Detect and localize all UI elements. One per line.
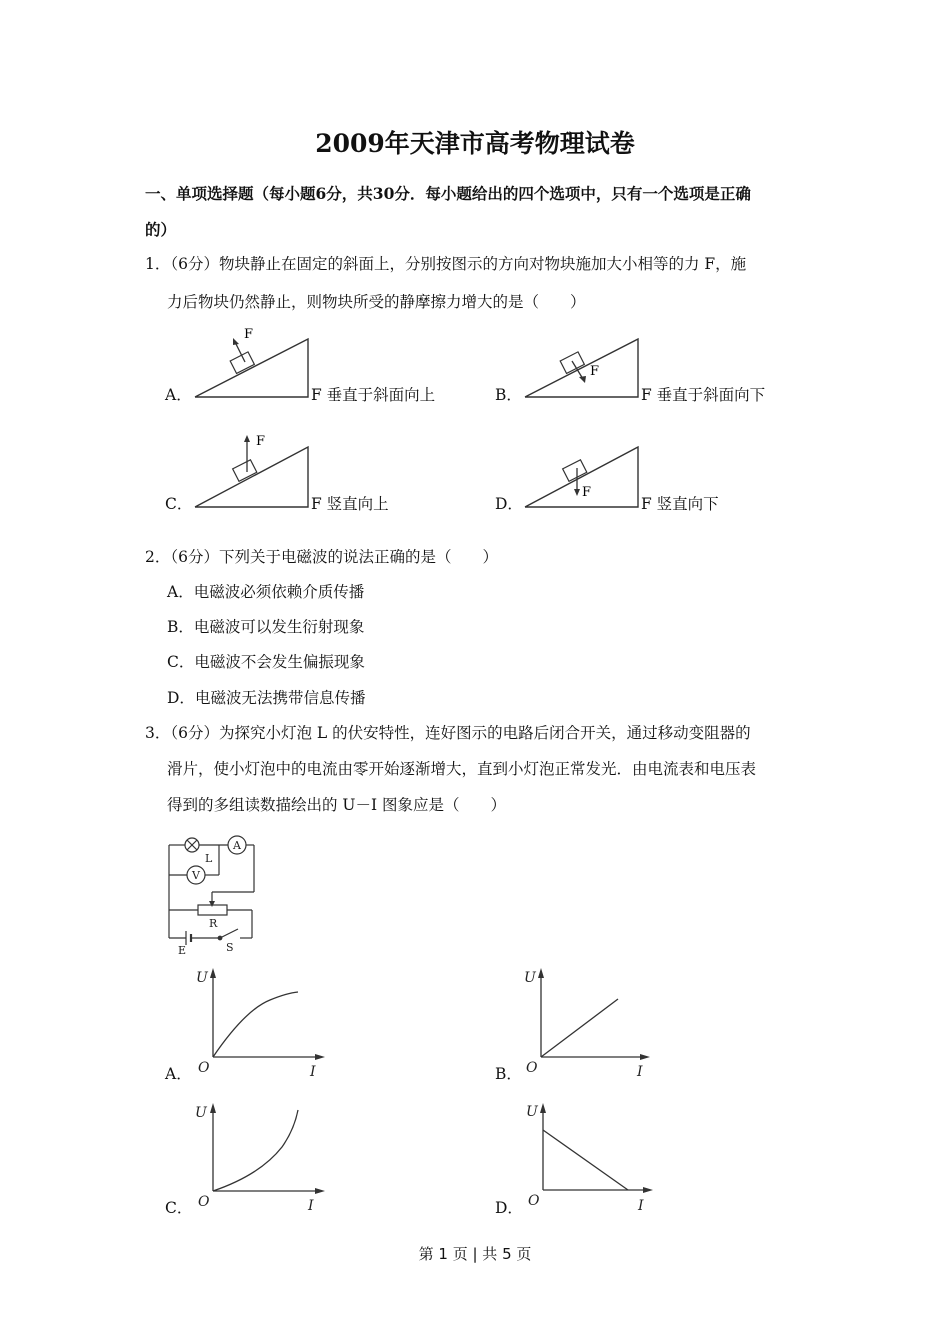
svg-text:S: S xyxy=(226,941,234,954)
svg-text:I: I xyxy=(638,1198,644,1214)
incline-diagram-c xyxy=(190,430,315,510)
question-3-line2: 滑片，使小灯泡中的电流由零开始逐渐增大，直到小灯泡正常发光．由电流表和电压表 xyxy=(167,760,757,778)
svg-text:O: O xyxy=(526,1060,538,1076)
option-a: A．电磁波必须依赖介质传播 xyxy=(167,583,365,601)
block-icon xyxy=(563,460,587,482)
block-icon xyxy=(233,460,257,482)
section-heading-line2: 的） xyxy=(145,220,177,239)
option-d-caption: F 竖直向下 xyxy=(641,495,719,513)
svg-text:F: F xyxy=(244,327,254,342)
svg-text:I: I xyxy=(310,1064,316,1080)
option-a-caption: F 垂直于斜面向上 xyxy=(311,386,436,404)
option-b-caption: F 垂直于斜面向下 xyxy=(641,386,766,404)
svg-text:A: A xyxy=(233,839,241,852)
question-1-line1: 1．（6分）物块静止在固定的斜面上，分别按图示的方向对物块施加大小相等的力 F，施 xyxy=(145,255,747,273)
rheostat-icon xyxy=(198,905,227,915)
page-footer: 第 1 页 | 共 5 页 xyxy=(418,1245,532,1263)
svg-text:O: O xyxy=(198,1060,210,1076)
svg-text:I: I xyxy=(637,1064,643,1080)
svg-text:L: L xyxy=(205,852,213,865)
svg-text:F: F xyxy=(582,485,592,500)
svg-text:E: E xyxy=(178,944,187,955)
option-c-caption: F 竖直向上 xyxy=(311,495,389,513)
graph-option-a-label: A． xyxy=(165,1065,192,1083)
option-d: D．电磁波无法携带信息传播 xyxy=(167,689,366,707)
svg-text:U: U xyxy=(196,970,208,986)
graph-option-c-label: C． xyxy=(165,1199,193,1217)
option-c-label: C． xyxy=(165,495,193,513)
question-1-line2: 力后物块仍然静止，则物块所受的静摩擦力增大的是（ ） xyxy=(167,293,586,311)
question-3-line1: 3．（6分）为探究小灯泡 L 的伏安特性，连好图示的电路后闭合开关，通过移动变阻器的 xyxy=(145,724,751,742)
option-d-label: D． xyxy=(495,495,523,513)
section-heading-line1: 一、单项选择题（每小题6分，共30分．每小题给出的四个选项中，只有一个选项是正确 xyxy=(145,184,751,203)
ui-graph-a xyxy=(190,965,340,1085)
option-c: C．电磁波不会发生偏振现象 xyxy=(167,653,365,671)
question-number: 1． xyxy=(145,255,171,273)
question-2-line1: 2．（6分）下列关于电磁波的说法正确的是（ ） xyxy=(145,548,498,566)
option-b: B．电磁波可以发生衍射现象 xyxy=(167,618,365,636)
option-a-label: A． xyxy=(165,386,192,404)
svg-text:F: F xyxy=(590,364,600,379)
incline-diagram-b xyxy=(520,325,645,400)
graph-option-b-label: B． xyxy=(495,1065,522,1083)
svg-text:U: U xyxy=(195,1105,207,1121)
circuit-diagram xyxy=(162,830,262,955)
svg-text:U: U xyxy=(524,970,536,986)
svg-text:V: V xyxy=(192,869,200,882)
incline-diagram-d xyxy=(520,430,645,510)
incline-diagram-a xyxy=(190,325,315,400)
graph-option-d-label: D． xyxy=(495,1199,523,1217)
option-b-label: B． xyxy=(495,386,522,404)
ui-graph-b xyxy=(515,965,665,1085)
ui-graph-c xyxy=(190,1100,340,1220)
question-number: 2． xyxy=(145,548,171,566)
svg-text:I: I xyxy=(308,1198,314,1214)
svg-text:R: R xyxy=(209,917,218,930)
svg-text:O: O xyxy=(198,1194,210,1210)
question-number: 3． xyxy=(145,724,171,742)
section-heading xyxy=(145,176,815,248)
question-3-line3: 得到的多组读数描绘出的 U－I 图象应是（ ） xyxy=(167,796,507,814)
svg-text:O: O xyxy=(528,1193,540,1209)
ui-graph-d xyxy=(520,1100,670,1220)
svg-text:U: U xyxy=(526,1104,538,1120)
page-title: 2009年天津市高考物理试卷 xyxy=(315,129,635,158)
svg-text:F: F xyxy=(256,434,266,449)
